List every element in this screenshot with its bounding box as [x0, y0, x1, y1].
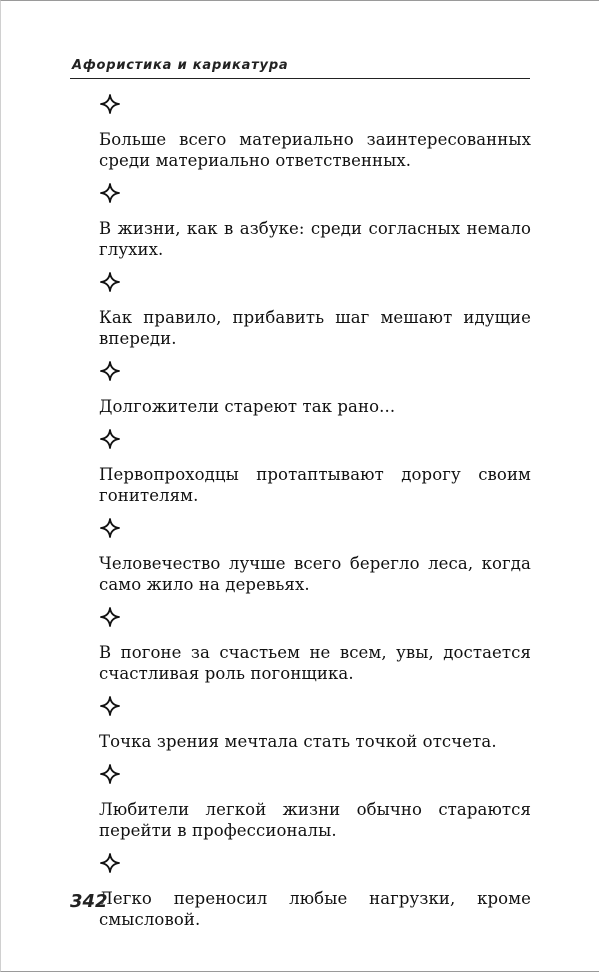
aphorism-entry	[99, 764, 531, 841]
aphorism-text: В жизни, как в азбуке: среди согласных немало глухих.	[99, 219, 531, 259]
four-point-star-icon	[100, 607, 120, 627]
aphorism-text: Точка зрения мечтала стать точкой отсчета.	[99, 732, 497, 751]
aphorism-text: Долгожители стареют так рано...	[99, 397, 396, 416]
aphorism-entry	[99, 272, 531, 349]
running-head: Афористика и карикатура	[72, 58, 289, 73]
aphorism-list	[99, 94, 531, 942]
aphorism-entry	[99, 853, 531, 930]
aphorism-entry	[99, 518, 531, 595]
aphorism-text: Любители легкой жизни обычно стараются перейти в профессионалы.	[99, 800, 531, 840]
four-point-star-icon	[100, 764, 120, 784]
four-point-star-icon	[100, 853, 120, 873]
aphorism-text: Больше всего материально заинтересованных среди материально ответственных.	[99, 130, 531, 170]
aphorism-entry	[99, 607, 531, 684]
four-point-star-icon	[100, 361, 120, 381]
aphorism-text: В погоне за счастьем не всем, увы, достается счастливая роль погонщика.	[99, 643, 531, 683]
aphorism-entry	[99, 183, 531, 260]
four-point-star-icon	[100, 429, 120, 449]
four-point-star-icon	[100, 183, 120, 203]
aphorism-entry	[99, 696, 531, 752]
aphorism-entry	[99, 94, 531, 171]
four-point-star-icon	[100, 272, 120, 292]
four-point-star-icon	[100, 518, 120, 538]
four-point-star-icon	[100, 94, 120, 114]
header-rule	[70, 78, 530, 79]
aphorism-text: Человечество лучше всего берегло леса, когда само жило на деревьях.	[99, 554, 531, 594]
aphorism-entry	[99, 361, 531, 417]
aphorism-text: Как правило, прибавить шаг мешают идущие впереди.	[99, 308, 531, 348]
aphorism-text: Легко переносил любые нагрузки, кроме смысловой.	[99, 889, 531, 929]
aphorism-entry	[99, 429, 531, 506]
aphorism-text: Первопроходцы протаптывают дорогу своим гонителям.	[99, 465, 531, 505]
page-number: 342	[70, 891, 108, 912]
four-point-star-icon	[100, 696, 120, 716]
